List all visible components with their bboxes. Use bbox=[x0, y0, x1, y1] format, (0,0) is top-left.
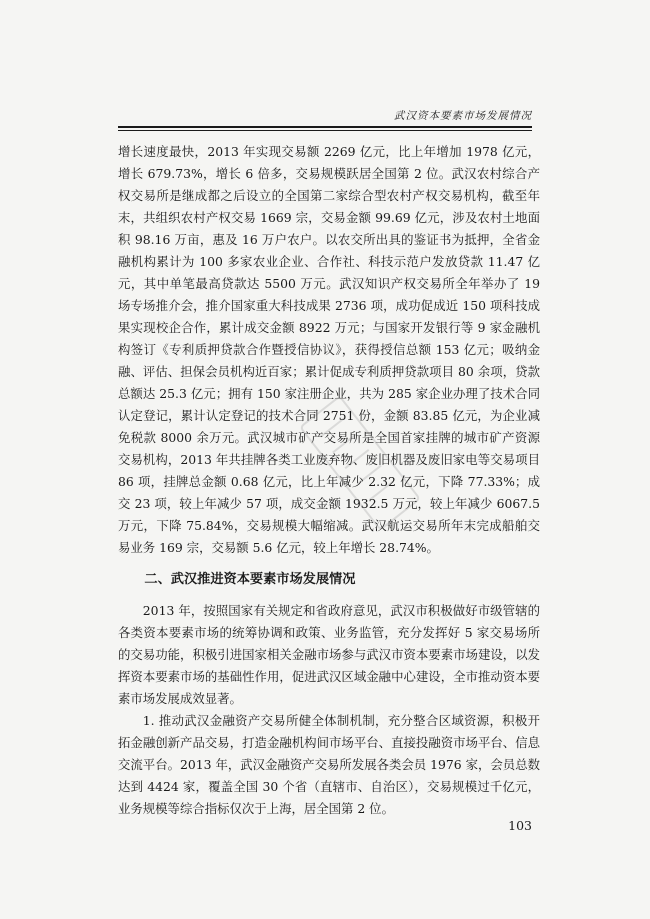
body-text bbox=[118, 141, 540, 820]
paragraph-2: 2013 年，按照国家有关规定和省政府意见，武汉市积极做好市级管辖的各类资本要素市场的统筹协调和政策、业务监管，充分发挥好 5 家交易场所的交易功能，积极引进国家相关金融市场参与武汉市资本要素市场建设，以发挥资本要素市场的基础性作用，促进武汉区域金融中心建设，全市推动资本要素市场发展成效显著。 bbox=[118, 603, 540, 706]
paragraph-1: 增长速度最快，2013 年实现交易额 2269 亿元，比上年增加 1978 亿元，增长 679.73%，增长 6 倍多，交易规模跃居全国第 2 位。武汉农村综合产权交易所是继成都之后设立的全国第二家综合型农村产权交易机构，截至年末，共组织农村产权交易 1669 宗，交易金额 99.69 亿元，涉及农村土地面积 98.16 万亩，惠及 16 万户农户。以农交所出具的鉴证书为抵押，全省金融机构累计为 100 多家农业企业、合作社、科技示范户发放贷款 11.47 亿元，其中单笔最高贷款达 5500 万元。武汉知识产权交易所全年举办了 19 场专场推介会，推介国家重大科技成果 2736 项，成功促成近 150 项科技成果实现校企合作，累计成交金额 8922 万元；与国家开发银行等 9 家金融机构签订《专利质押贷款合作暨授信协议》，获得授信总额 153 亿元；吸纳金融、评估、担保会员机构近百家；累计促成专利质押贷款项目 80 余项，贷款总额达 25.3 亿元；拥有 150 家注册企业，共为 285 家企业办理了技术合同认定登记，累计认定登记的技术合同 2751 份，金额 83.85 亿元，为企业减免税款 8000 余万元。武汉城市矿产交易所是全国首家挂牌的城市矿产资源交易机构，2013 年共挂牌各类工业废弃物、废旧机器及废旧家电等交易项目 86 项，挂牌总金额 0.68 亿元，比上年减少 2.32 亿元，下降 77.33%；成交 23 项，较上年减少 57 项，成交金额 1932.5 万元，较上年减少 6067.5 万元，下降 75.84%，交易规模大幅缩减。武汉航运交易所年末完成船舶交易业务 169 宗，交易额 5.6 亿元，较上年增长 28.74%。 bbox=[118, 144, 540, 555]
page-number: 103 bbox=[508, 818, 532, 833]
running-header: 武汉资本要素市场发展情况 bbox=[394, 110, 532, 122]
section-heading: 二、武汉推进资本要素市场发展情况 bbox=[144, 572, 356, 587]
header-rule-thin bbox=[118, 130, 532, 131]
header-rule-thick bbox=[118, 126, 532, 128]
paragraph-3: 1. 推动武汉金融资产交易所健全体制机制，充分整合区域资源，积极开拓金融创新产品交易，打造金融机构间市场平台、直接投融资市场平台、信息交流平台。2013 年，武汉金融资产交易所发展各类会员 1976 家，会员总数达到 4424 家，覆盖全国 30 个省（直辖市、自治区），交易规模过千亿元，业务规模等综合指标仅次于上海，居全国第 2 位。 bbox=[118, 713, 540, 816]
